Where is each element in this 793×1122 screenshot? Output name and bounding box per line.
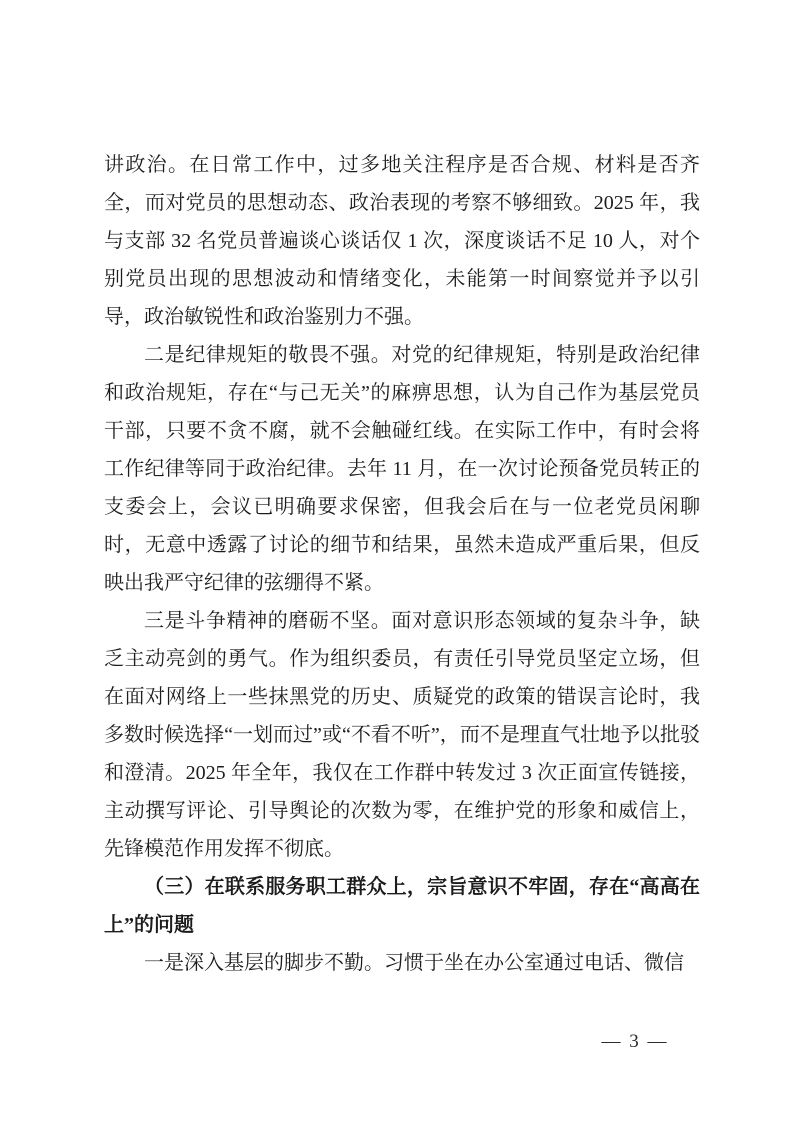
body-paragraph-3: 三是斗争精神的磨砺不坚。面对意识形态领域的复杂斗争，缺乏主动亮剑的勇气。作为组织委员，有责任引导党员坚定立场，但在面对网络上一些抹黑党的历史、质疑党的政策的错误言论时，我多数时候选择“一划而过”或“不看不听”，而不是理直气壮地予以批驳和澄清。2025 年全年，我仅在工作群中转发过 3 次正面宣传链接，主动撰写评论、引导舆论的次数为零，在维护党的形象和威信上，先锋模范作用发挥不彻底。 — [104, 610, 700, 860]
section-heading: （三）在联系服务职工群众上，宗旨意识不牢固，存在“高高在上”的问题 — [104, 876, 700, 936]
document-content — [104, 146, 700, 982]
page-number: — 3 — — [601, 1031, 669, 1052]
body-paragraph-2: 二是纪律规矩的敬畏不强。对党的纪律规矩，特别是政治纪律和政治规矩，存在“与己无关”的麻痹思想，认为自己作为基层党员干部，只要不贪不腐，就不会触碰红线。在实际工作中，有时会将工作纪律等同于政治纪律。去年 11 月，在一次讨论预备党员转正的支委会上，会议已明确要求保密，但我会后在与一位老党员闲聊时，无意中透露了讨论的细节和结果，虽然未造成严重后果，但反映出我严守纪律的弦绷得不紧。 — [104, 344, 700, 594]
body-paragraph-1: 讲政治。在日常工作中，过多地关注程序是否合规、材料是否齐全，而对党员的思想动态、政治表现的考察不够细致。2025 年，我与支部 32 名党员普遍谈心谈话仅 1 次，深度谈话不足 10 人，对个别党员出现的思想波动和情绪变化，未能第一时间察觉并予以引导，政治敏锐性和政治鉴别力不强。 — [104, 154, 700, 328]
body-paragraph-4: 一是深入基层的脚步不勤。习惯于坐在办公室通过电话、微信 — [144, 952, 684, 974]
